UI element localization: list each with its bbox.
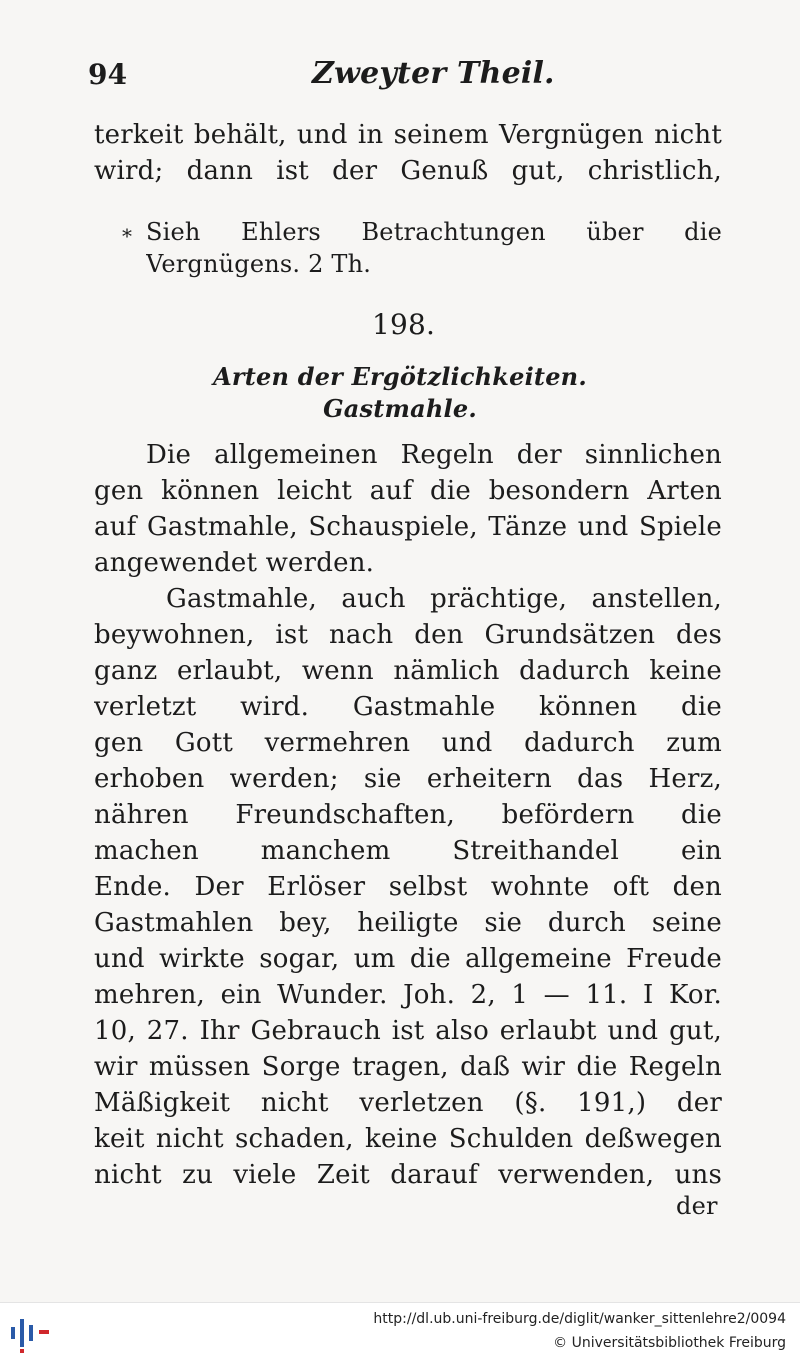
text-line: 10, 27. Ihr Gebrauch ist also erlaubt und gut, bbox=[94, 1016, 722, 1046]
catchword: der bbox=[676, 1192, 718, 1220]
permalink-url[interactable]: http://dl.ub.uni-freiburg.de/diglit/wanker_sittenlehre2/0094 bbox=[373, 1311, 786, 1327]
section-title: Arten der Ergötzlichkeiten. bbox=[213, 362, 587, 391]
text-line: verletzt wird. Gastmahle können die bbox=[94, 692, 722, 722]
viewer-footer bbox=[0, 1302, 800, 1360]
text-line: nicht zu viele Zeit darauf verwenden, uns bbox=[94, 1160, 722, 1190]
footnote-line: Vergnügens. 2 Th. bbox=[146, 250, 372, 278]
text-line: mehren, ein Wunder. Joh. 2, 1 — 11. I Kor. bbox=[94, 980, 722, 1010]
text-line: gen Gott vermehren und dadurch zum bbox=[94, 728, 722, 758]
text-line: Ende. Der Erlöser selbst wohnte oft den bbox=[94, 872, 722, 902]
footnote-line: Sieh Ehlers Betrachtungen über die bbox=[146, 218, 722, 246]
text-line: Die allgemeinen Regeln der sinnlichen bbox=[146, 440, 722, 470]
page-number: 94 bbox=[88, 58, 128, 91]
text-line: Gastmahle, auch prächtige, anstellen, bbox=[166, 584, 722, 614]
text-line: und wirkte sogar, um die allgemeine Freude bbox=[94, 944, 722, 974]
text-line: erhoben werden; sie erheitern das Herz, bbox=[94, 764, 722, 794]
section-subtitle: Gastmahle. bbox=[323, 394, 477, 423]
text-line: ganz erlaubt, wenn nämlich dadurch keine bbox=[94, 656, 722, 686]
text-line: wir müssen Sorge tragen, daß wir die Regeln bbox=[94, 1052, 722, 1082]
text-line: keit nicht schaden, keine Schulden deßwegen bbox=[94, 1124, 722, 1154]
text-line: nähren Freundschaften, befördern die bbox=[94, 800, 722, 830]
text-line: wird; dann ist der Genuß gut, christlich, bbox=[94, 156, 722, 186]
text-line: Mäßigkeit nicht verletzen (§. 191,) der bbox=[94, 1088, 722, 1118]
library-logo-icon bbox=[8, 1313, 52, 1353]
text-line: beywohnen, ist nach den Grundsätzen des bbox=[94, 620, 722, 650]
section-number: 198. bbox=[372, 308, 436, 341]
copyright-notice: © Universitätsbibliothek Freiburg bbox=[553, 1335, 786, 1351]
text-line: terkeit behält, und in seinem Vergnügen nicht bbox=[94, 120, 722, 150]
running-title: Zweyter Theil. bbox=[312, 56, 555, 91]
footnote-marker: * bbox=[122, 224, 132, 248]
text-line: Gastmahlen bey, heiligte sie durch seine bbox=[94, 908, 722, 938]
text-line: machen manchem Streithandel ein bbox=[94, 836, 722, 866]
text-line: auf Gastmahle, Schauspiele, Tänze und Spiele bbox=[94, 512, 722, 542]
text-line: angewendet werden. bbox=[94, 548, 375, 578]
text-line: gen können leicht auf die besondern Arten bbox=[94, 476, 722, 506]
